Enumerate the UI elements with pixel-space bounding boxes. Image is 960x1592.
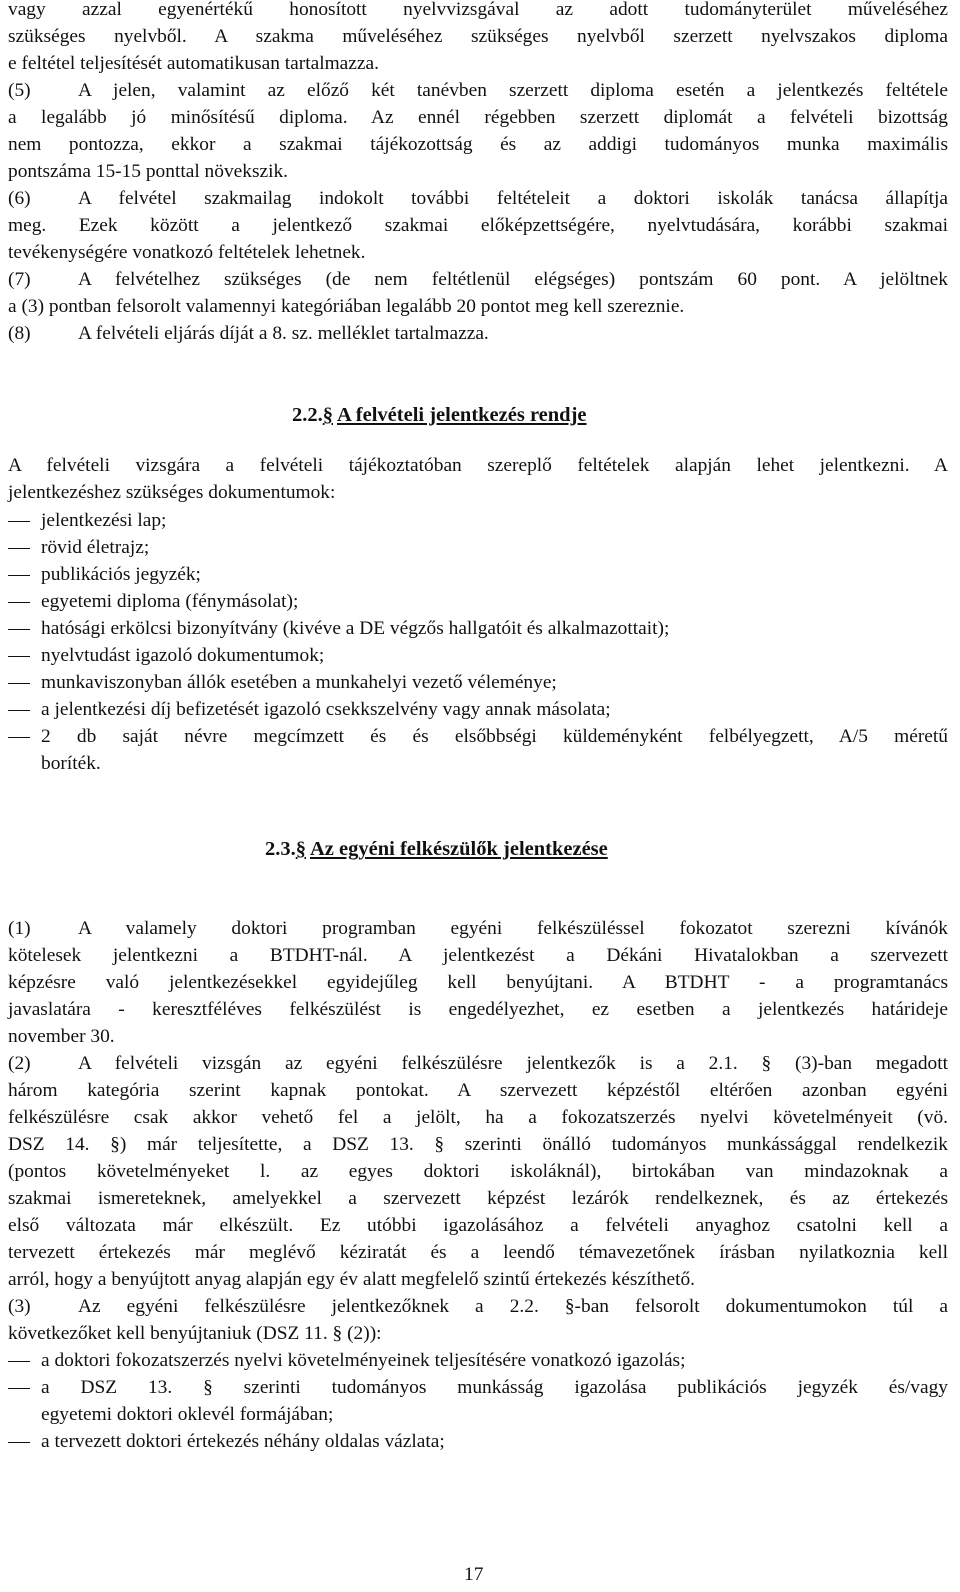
text-line: A felvételi vizsgára a felvételi tájékoztatóban szereplő feltételek alapján lehet jelentkezni. A <box>8 455 948 476</box>
list-item: hatósági erkölcsi bizonyítvány (kivéve a DE végzős hallgatóit és alkalmazottait); <box>41 618 670 639</box>
list-item: a jelentkezési díj befizetését igazoló csekkszelvény vagy annak másolata; <box>41 699 611 720</box>
text-line: meg. Ezek között a jelentkező szakmai előképzettségére, nyelvtudására, korábbi szakmai <box>8 215 948 236</box>
paragraph-number: (8) <box>8 323 31 344</box>
list-item: a tervezett doktori értekezés néhány oldalas vázlata; <box>41 1431 445 1452</box>
list-item: a DSZ 13. § szerinti tudományos munkásság igazolása publikációs jegyzék és/vagy <box>41 1377 948 1398</box>
text-line: nem pontozza, ekkor a szakmai tájékozottság és az addigi tudományos munka maximális <box>8 134 948 155</box>
text-line: kötelesek jelentkezni a BTDHT-nál. A jelentkezést a Dékáni Hivatalokban a szervezett <box>8 945 948 966</box>
list-dash <box>8 737 30 738</box>
list-dash <box>8 656 30 657</box>
paragraph-sign: § <box>322 404 333 426</box>
text-line: következőket kell benyújtaniuk (DSZ 11. § (2)): <box>8 1323 382 1344</box>
list-item: publikációs jegyzék; <box>41 564 201 585</box>
list-item: rövid életrajz; <box>41 537 150 558</box>
list-item: nyelvtudást igazoló dokumentumok; <box>41 645 325 666</box>
list-dash <box>8 548 30 549</box>
list-dash <box>8 521 30 522</box>
paragraph-number: (6) <box>8 188 31 209</box>
text-line: képzésre való jelentkezésekkel egyidejűleg kell benyújtani. A BTDHT - a programtanács <box>8 972 948 993</box>
list-item: egyetemi diploma (fénymásolat); <box>41 591 299 612</box>
section-number: 2.3. <box>265 838 296 860</box>
text-line: szükséges nyelvből. A szakma műveléséhez szükséges nyelvből szerzett nyelvszakos diploma <box>8 26 948 47</box>
list-item: a doktori fokozatszerzés nyelvi követelményeinek teljesítésére vonatkozó igazolás; <box>41 1350 686 1371</box>
text-line: Az egyéni felkészülésre jelentkezőknek a 2.2. §-ban felsorolt dokumentumokon túl a <box>78 1296 948 1317</box>
text-line: a (3) pontban felsorolt valamennyi kategóriában legalább 20 pontot meg kell szereznie. <box>8 296 685 317</box>
text-line: A felvételi eljárás díját a 8. sz. melléklet tartalmazza. <box>78 323 489 344</box>
text-line: A felvételhez szükséges (de nem feltétlenül elégséges) pontszám 60 pont. A jelöltnek <box>78 269 948 290</box>
paragraph-sign: § <box>295 838 306 860</box>
list-dash <box>8 1442 30 1443</box>
section-title: A felvételi jelentkezés rendje <box>337 404 587 426</box>
list-item: jelentkezési lap; <box>41 510 167 531</box>
text-line: (pontos követelményeket l. az egyes doktori iskoláknál), birtokában van mindazoknak a <box>8 1161 948 1182</box>
section-number: 2.2. <box>292 404 323 426</box>
list-dash <box>8 683 30 684</box>
text-line: tervezett értekezés már meglévő kéziratát és a leendő témavezetőnek írásban nyilatkoznia kell <box>8 1242 948 1263</box>
text-line: jelentkezéshez szükséges dokumentumok: <box>8 482 336 503</box>
section-heading <box>292 401 587 429</box>
text-line: tevékenységére vonatkozó feltételek lehetnek. <box>8 242 366 263</box>
text-line: a legalább jó minősítésű diploma. Az ennél régebben szerzett diplomát a felvételi bizottság <box>8 107 948 128</box>
text-line: javaslatára - keresztféléves felkészülést is engedélyezhet, ez esetben a jelentkezés határideje <box>8 999 948 1020</box>
text-line: arról, hogy a benyújtott anyag alapján egy év alatt megfelelő szintű értekezés készíthető. <box>8 1269 696 1290</box>
text-line: három kategória szerint kapnak pontokat. A szervezett képzéstől eltérően azonban egyéni <box>8 1080 948 1101</box>
list-dash <box>8 710 30 711</box>
list-dash <box>8 1388 30 1389</box>
list-item: munkaviszonyban állók esetében a munkahelyi vezető véleménye; <box>41 672 557 693</box>
list-item: 2 db saját névre megcímzett és és elsőbbségi küldeményként felbélyegzett, A/5 méretű <box>41 726 948 747</box>
text-line: felkészülésre csak akkor vehető fel a jelölt, ha a fokozatszerzés nyelvi követelményeit (vö. <box>8 1107 948 1128</box>
text-line: szakmai ismereteknek, amelyekkel a szervezett képzést lezárók rendelkeznek, és az értekezés <box>8 1188 948 1209</box>
text-line: vagy azzal egyenértékű honosított nyelvvizsgával az adott tudományterület műveléséhez <box>8 0 948 20</box>
text-line: A valamely doktori programban egyéni felkészüléssel fokozatot szerezni kívánók <box>78 918 948 939</box>
section-title: Az egyéni felkészülők jelentkezése <box>310 838 608 860</box>
text-line: első változata már elkészült. Ez utóbbi igazolásához a felvételi anyaghoz csatolni kell a <box>8 1215 948 1236</box>
paragraph-number: (1) <box>8 918 31 939</box>
text-line: november 30. <box>8 1026 115 1047</box>
list-dash <box>8 575 30 576</box>
text-line: DSZ 14. §) már teljesítette, a DSZ 13. § szerinti önálló tudományos munkássággal rendelkezik <box>8 1134 948 1155</box>
paragraph-number: (3) <box>8 1296 31 1317</box>
paragraph-number: (5) <box>8 80 31 101</box>
text-line: A felvételi vizsgán az egyéni felkészülésre jelentkezők is a 2.1. § (3)-ban megadott <box>78 1053 948 1074</box>
paragraph-number: (7) <box>8 269 31 290</box>
text-line: e feltétel teljesítését automatikusan tartalmazza. <box>8 53 379 74</box>
list-dash <box>8 602 30 603</box>
list-item-continuation: boríték. <box>41 753 101 774</box>
list-dash <box>8 629 30 630</box>
text-line: A jelen, valamint az előző két tanévben szerzett diploma esetén a jelentkezés feltétele <box>78 80 948 101</box>
section-heading <box>265 835 608 863</box>
list-item-continuation: egyetemi doktori oklevél formájában; <box>41 1404 334 1425</box>
text-line: pontszáma 15-15 ponttal növekszik. <box>8 161 289 182</box>
page-number: 17 <box>464 1564 484 1585</box>
text-line: A felvétel szakmailag indokolt további feltételeit a doktori iskolák tanácsa állapítja <box>78 188 948 209</box>
list-dash <box>8 1361 30 1362</box>
paragraph-number: (2) <box>8 1053 31 1074</box>
